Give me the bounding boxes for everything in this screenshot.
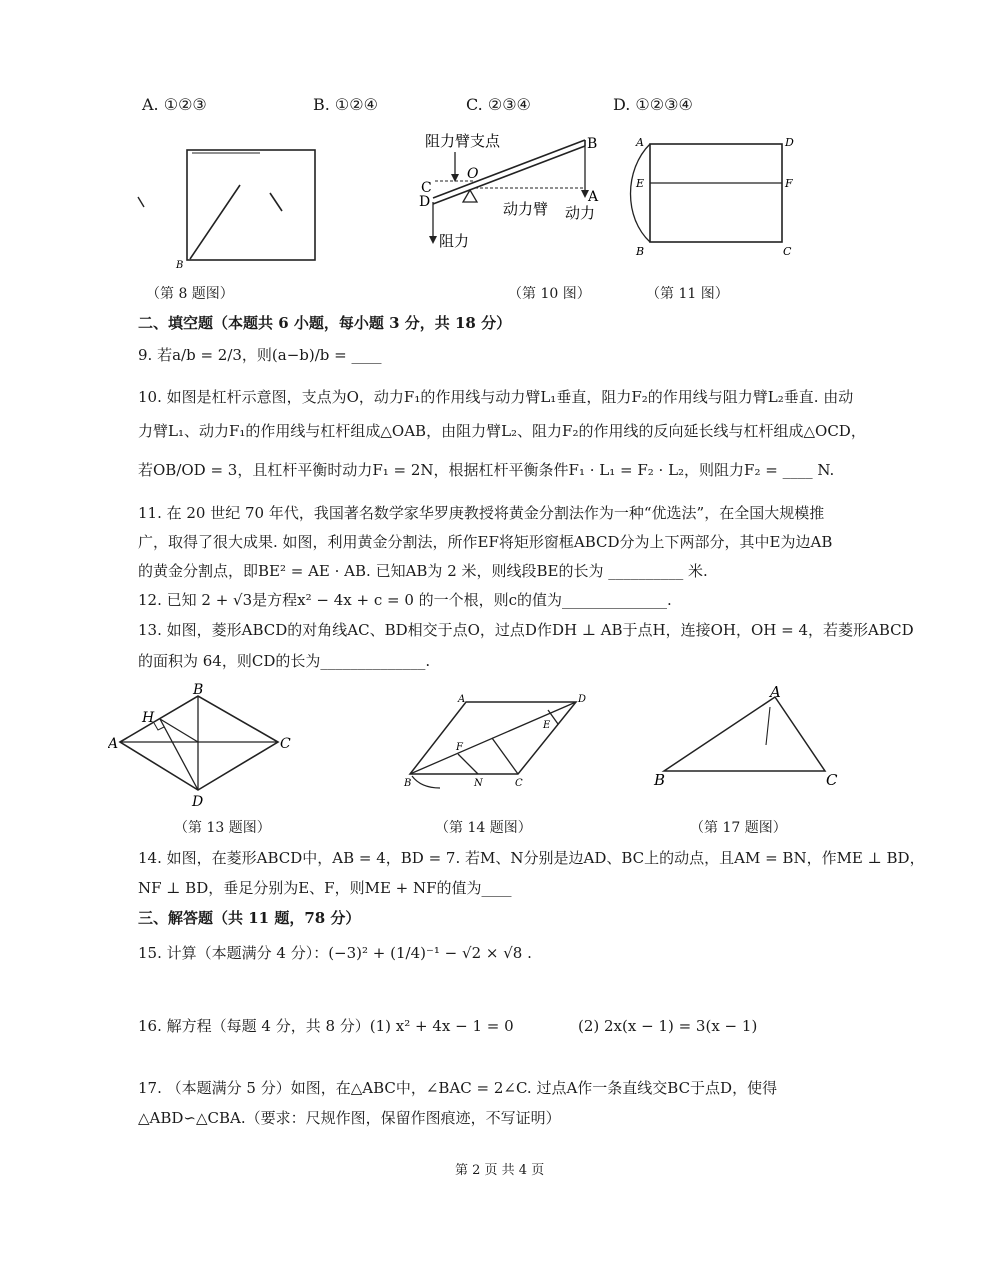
- fig13-caption: （第 13 题图）: [174, 820, 271, 836]
- fig10-label-c: C: [421, 180, 432, 196]
- question-11-line2: 广，取得了很大成果. 如图，利用黄金分割法，所作EF将矩形窗框ABCD分为上下两部分，其中E为边AB: [138, 533, 833, 551]
- question-16-part2: (2) 2x(x − 1) = 3(x − 1): [578, 1017, 758, 1035]
- figure-10: [415, 128, 615, 258]
- fig11-label-a: A: [636, 136, 644, 149]
- fig14-label-c: C: [515, 778, 523, 789]
- fig11-label-b: B: [636, 245, 645, 258]
- fig13-label-c: C: [280, 736, 291, 752]
- choice-a: A. ①②③: [142, 95, 207, 114]
- choice-b: B. ①②④: [313, 95, 378, 114]
- fig11-caption: （第 11 图）: [646, 286, 729, 302]
- fig10-power-arm: 动力臂: [503, 200, 549, 218]
- fig10-caption: （第 10 图）: [508, 286, 591, 302]
- fig17-label-a: A: [770, 685, 781, 701]
- fig10-label-d: D: [419, 194, 431, 210]
- question-17-line2: △ABD∽△CBA.（要求：尺规作图，保留作图痕迹，不写证明）: [138, 1109, 561, 1127]
- page-footer: 第 2 页 共 4 页: [455, 1163, 545, 1178]
- fig13-label-h: H: [142, 710, 155, 726]
- fig13-label-b: B: [193, 682, 204, 698]
- fig13-label-d: D: [192, 794, 204, 810]
- question-15: 15. 计算（本题满分 4 分）：(−3)² + (1/4)⁻¹ − √2 × √8 .: [138, 944, 532, 962]
- fig14-label-a: A: [458, 694, 466, 705]
- choice-d: D. ①②③④: [613, 95, 693, 114]
- fig14-label-e: E: [543, 720, 551, 731]
- question-12: 12. 已知 2 + √3是方程x² − 4x + c = 0 的一个根，则c的值为______________.: [138, 591, 672, 609]
- fig10-label-b: B: [587, 136, 598, 152]
- fig14-label-d: D: [578, 694, 587, 705]
- fig10-power: 动力: [565, 204, 596, 222]
- fig14-caption: （第 14 题图）: [435, 820, 532, 836]
- fig14-label-f: F: [456, 742, 463, 753]
- figure-11: [620, 130, 820, 265]
- fig10-pivot-label: 阻力臂支点: [425, 132, 501, 150]
- question-14-line1: 14. 如图，在菱形ABCD中，AB = 4，BD = 7. 若M、N分别是边AD、BC上的动点，且AM = BN，作ME ⊥ BD，: [138, 849, 925, 867]
- section-3-heading: 三、解答题（共 11 题，78 分）: [138, 909, 361, 927]
- choice-c: C. ②③④: [466, 95, 531, 114]
- figure-8: [130, 135, 330, 275]
- fig11-label-f: F: [785, 177, 793, 190]
- figure-13: [108, 682, 308, 810]
- fig13-label-a: A: [108, 736, 119, 752]
- section-2-heading: 二、填空题（本题共 6 小题，每小题 3 分，共 18 分）: [138, 314, 512, 332]
- figure-14: [398, 688, 598, 798]
- fig17-label-c: C: [826, 771, 838, 789]
- question-11-line1: 11. 在 20 世纪 70 年代，我国著名数学家华罗庚教授将黄金分割法作为一种“优选法”，在全国大规模推: [138, 504, 825, 522]
- question-17-line1: 17. （本题满分 5 分）如图，在△ABC中，∠BAC = 2∠C. 过点A作一条直线交BC于点D，使得: [138, 1079, 778, 1097]
- fig10-resist: 阻力: [439, 232, 470, 250]
- fig10-label-o: O: [467, 166, 479, 182]
- question-13-line2: 的面积为 64，则CD的长为______________.: [138, 652, 431, 670]
- question-16-part1: 16. 解方程（每题 4 分，共 8 分）(1) x² + 4x − 1 = 0: [138, 1017, 514, 1035]
- fig10-label-a: A: [588, 189, 599, 205]
- question-9: 9. 若a/b = 2/3，则(a−b)/b = ____: [138, 346, 382, 364]
- question-10-line1: 10. 如图是杠杆示意图，支点为O，动力F₁的作用线与动力臂L₁垂直，阻力F₂的作用线与阻力臂L₂垂直. 由动: [138, 388, 854, 406]
- figure-17: [650, 685, 850, 795]
- fig14-label-b: B: [404, 778, 412, 789]
- fig8-label-b: B: [176, 260, 184, 271]
- question-14-line2: NF ⊥ BD，垂足分别为E、F，则ME + NF的值为____: [138, 879, 512, 897]
- fig11-label-c: C: [783, 245, 792, 258]
- fig11-label-e: E: [636, 177, 645, 190]
- fig8-caption: （第 8 题图）: [146, 286, 234, 302]
- question-13-line1: 13. 如图，菱形ABCD的对角线AC、BD相交于点O，过点D作DH ⊥ AB于点H，连接OH，OH = 4，若菱形ABCD: [138, 621, 914, 639]
- fig17-label-b: B: [654, 771, 666, 789]
- fig17-caption: （第 17 题图）: [690, 820, 787, 836]
- question-10-line3: 若OB/OD = 3，且杠杆平衡时动力F₁ = 2N，根据杠杆平衡条件F₁ · L₁ = F₂ · L₂，则阻力F₂ = ____ N.: [138, 461, 835, 479]
- question-11-line3: 的黄金分割点，即BE² = AE · AB. 已知AB为 2 米，则线段BE的长为 __________ 米.: [138, 562, 708, 580]
- fig14-label-n: N: [474, 778, 483, 789]
- question-10-line2: 力臂L₁、动力F₁的作用线与杠杆组成△OAB，由阻力臂L₂、阻力F₂的作用线的反向延长线与杠杆组成△OCD，: [138, 422, 866, 440]
- fig11-label-d: D: [785, 136, 794, 149]
